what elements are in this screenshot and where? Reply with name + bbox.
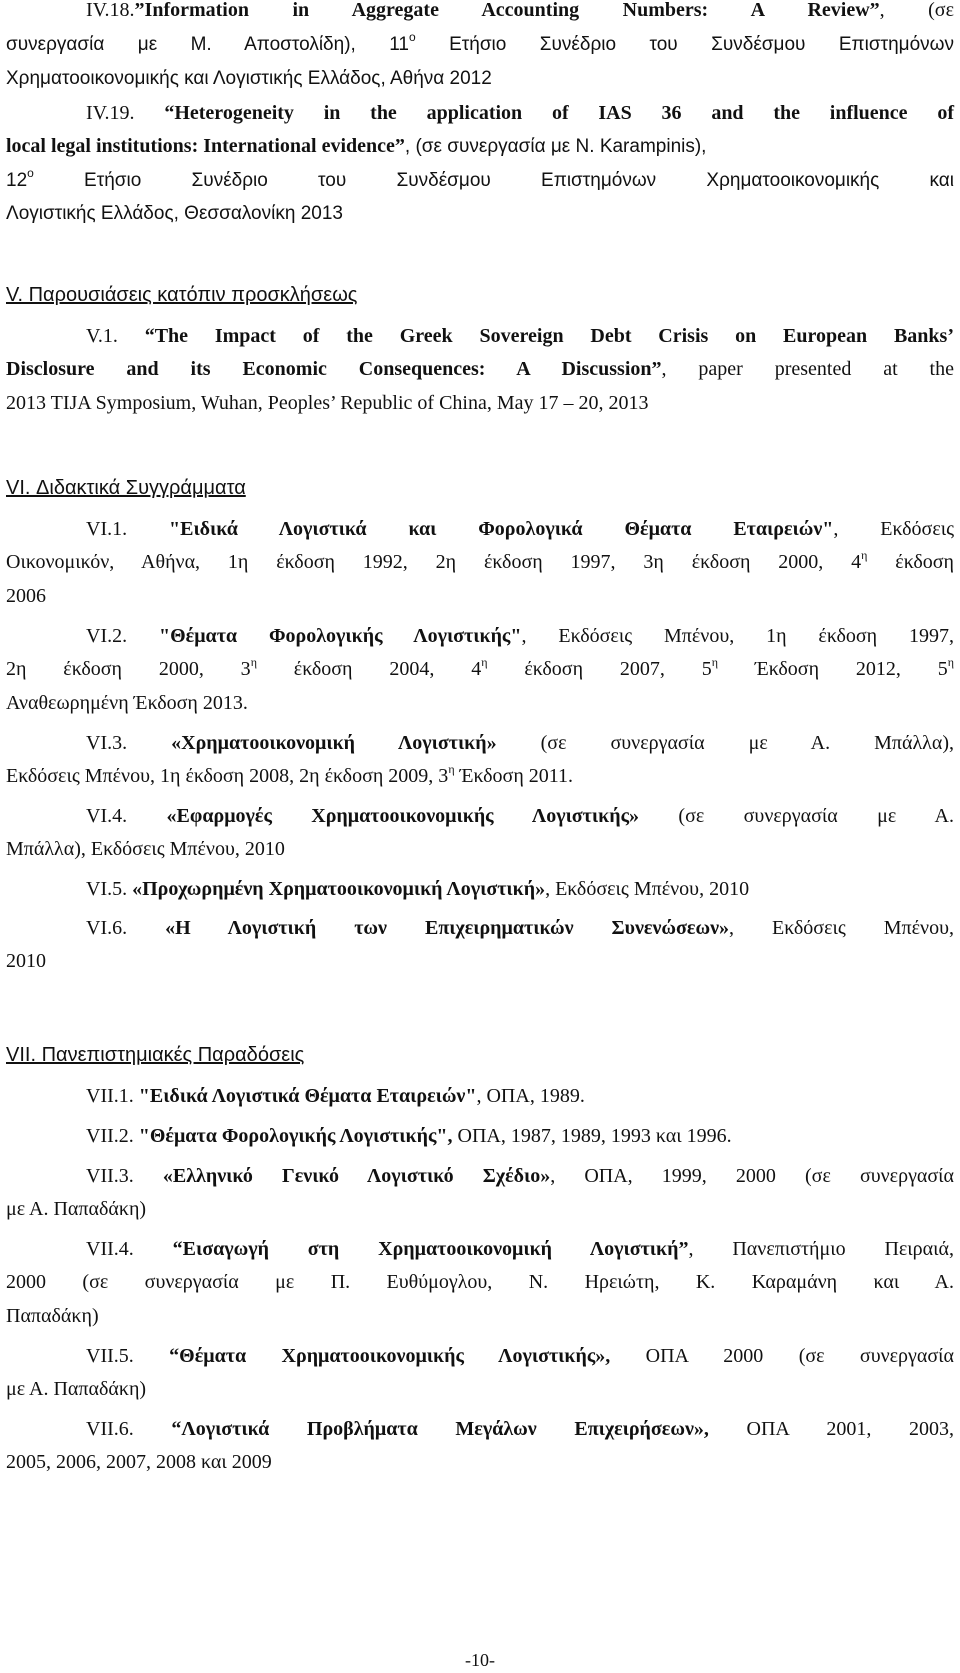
- entry-title: «Προχωρημένη Χρηματοοικονομική Λογιστική»: [132, 878, 546, 900]
- entry-number: VI.6.: [86, 917, 128, 939]
- entry-title: “Λογιστικά Προβλήματα Μεγάλων Επιχειρήσεων»,: [171, 1418, 709, 1440]
- section-heading-vii: VII. Πανεπιστημιακές Παραδόσεις: [6, 1044, 305, 1066]
- entry-vii-4: VII.4. “Εισαγωγή στη Χρηματοοικονομική Λογιστική”, Πανεπιστήμιο Πειραιά,: [86, 1238, 954, 1260]
- entry-vi-1: VI.1. "Ειδικά Λογιστικά και Φορολογικά Θέματα Εταιρειών", Εκδόσεις: [86, 518, 955, 540]
- entry-vi-6: VI.6. «Η Λογιστική των Επιχειρηματικών Συνενώσεων», Εκδόσεις Μπένου,: [86, 917, 954, 939]
- entry-title: “Εισαγωγή στη Χρηματοοικονομική Λογιστική”: [172, 1238, 689, 1260]
- entry-title: "Ειδικά Λογιστικά και Φορολογικά Θέματα Εταιρειών": [169, 518, 834, 540]
- entry-vi-5: VI.5. «Προχωρημένη Χρηματοοικονομική Λογιστική», Εκδόσεις Μπένου, 2010: [86, 878, 750, 900]
- entry-vi-4-cont: Μπάλλα), Εκδόσεις Μπένου, 2010: [6, 838, 285, 860]
- entry-title: "Θέματα Φορολογικής Λογιστικής": [158, 625, 522, 647]
- entry-v-1: [6, 320, 954, 354]
- entry-vii-3: VII.3. «Ελληνικό Γενικό Λογιστικό Σχέδιο», ΟΠΑ, 1999, 2000 (σε συνεργασία: [86, 1165, 955, 1187]
- entry-title: «Χρηματοοικονομική Λογιστική»: [171, 732, 497, 754]
- entry-vii-4-cont: 2000 (σε συνεργασία με Π. Ευθύμογλου, Ν. Ηρειώτη, Κ. Καραμάνη και Α. Παπαδάκη): [6, 1271, 954, 1327]
- entry-vii-6: VII.6. “Λογιστικά Προβλήματα Μεγάλων Επιχειρήσεων», ΟΠΑ 2001, 2003,: [86, 1418, 954, 1440]
- entry-iv-18-cont: συνεργασία με Μ. Αποστολίδη), $11^o$ Ετήσιο Συνέδριο του Συνδέσμου Επιστημόνων Χρηματοοικονομικής και Λογιστικής Ελλάδος, Αθήνα 2012: [6, 30, 955, 89]
- entry-number: VI.1.: [86, 518, 128, 540]
- entry-vi-2: VI.2. "Θέματα Φορολογικής Λογιστικής", Εκδόσεις Μπένου, 1η έκδοση 1997,: [86, 625, 954, 647]
- entry-vii-1: VII.1. "Ειδικά Λογιστικά Θέματα Εταιρειών", ΟΠΑ, 1989.: [86, 1085, 585, 1107]
- entry-title: “Heterogeneity in the application of IAS 36 and the influence of: [164, 102, 955, 124]
- entry-v-1-cont: Disclosure and its Economic Consequences: A Discussion”, paper presented at the 2013 TIJA Symposium, Wuhan, Peoples’ Republic of China, May 17 – 20, 2013: [6, 358, 954, 414]
- entry-number: VII.6.: [86, 1418, 134, 1440]
- entry-number: VI.2.: [86, 625, 128, 647]
- entry-vi-4: VI.4. «Εφαρμογές Χρηματοοικονομικής Λογιστικής» (σε συνεργασία με Α.: [86, 805, 954, 827]
- entry-number: IV.19.: [86, 102, 135, 124]
- entry-title: ”Information in Aggregate Accounting Numbers: A Review”: [134, 0, 880, 21]
- entry-number: VII.2.: [86, 1125, 134, 1147]
- entry-vii-3-cont: με Α. Παπαδάκη): [6, 1198, 147, 1220]
- entry-vi-3-cont: Εκδόσεις Μπένου, 1η έκδοση 2008, 2η έκδοση 2009, $3^\eta$ Έκδοση 2011.: [6, 762, 574, 787]
- section-heading-vi: VI. Διδακτικά Συγγράμματα: [6, 477, 246, 499]
- entry-number: IV.18.: [86, 0, 135, 21]
- entry-vii-2: VII.2. "Θέματα Φορολογικής Λογιστικής", ΟΠΑ, 1987, 1989, 1993 και 1996.: [86, 1125, 732, 1147]
- entry-number: VII.1.: [86, 1085, 134, 1107]
- page-number: -10-: [465, 1650, 495, 1670]
- entry-number: VI.4.: [86, 805, 128, 827]
- section-heading-v: V. Παρουσιάσεις κατόπιν προσκλήσεως: [6, 284, 358, 306]
- entry-vii-5-cont: με Α. Παπαδάκη): [6, 1378, 147, 1400]
- entry-title: «Εφαρμογές Χρηματοοικονομικής Λογιστικής»: [166, 805, 639, 827]
- entry-title: "Θέματα Φορολογικής Λογιστικής",: [138, 1125, 453, 1147]
- entry-number: VII.4.: [86, 1238, 134, 1260]
- entry-number: VII.3.: [86, 1165, 134, 1187]
- entry-iv-18: IV.18.”Information in Aggregate Accounting Numbers: A Review”, (σε: [86, 0, 954, 21]
- entry-vi-2-cont: 2η έκδοση 2000, $3^\eta$ έκδοση 2004, $4^\eta$ έκδοση 2007, $5^\eta$ Έκδοση 2012, $5^\eta$ Αναθεωρημένη Έκδοση 2013.: [6, 655, 954, 714]
- entry-iv-19: [6, 97, 954, 131]
- entry-title: “Θέματα Χρηματοοικονομικής Λογιστικής»,: [169, 1345, 611, 1367]
- entry-title: «Ελληνικό Γενικό Λογιστικό Σχέδιο»: [162, 1165, 551, 1187]
- entry-number: VI.3.: [86, 732, 128, 754]
- entry-iv-19-cont: local legal institutions: International evidence”, (σε συνεργασία με N. Karampinis), $12^o$ Ετήσιο Συνέδριο του Συνδέσμου Επιστημόνων Χρηματοοικονομικής και Λογιστικής Ελλάδος, Θεσσαλονίκη 2013: [6, 135, 954, 224]
- entry-vi-3: VI.3. «Χρηματοοικονομική Λογιστική» (σε συνεργασία με Α. Μπάλλα),: [86, 732, 954, 754]
- entry-title: «Η Λογιστική των Επιχειρηματικών Συνενώσεων»: [165, 917, 730, 939]
- entry-number: VII.5.: [86, 1345, 134, 1367]
- entry-vi-6-cont: 2010: [6, 950, 46, 972]
- entry-number: V.1.: [86, 325, 118, 347]
- entry-title: “The Impact of the Greek Sovereign Debt Crisis on European Banks’: [144, 325, 954, 347]
- entry-vii-6-cont: 2005, 2006, 2007, 2008 και 2009: [6, 1451, 272, 1473]
- entry-title: "Ειδικά Λογιστικά Θέματα Εταιρειών": [138, 1085, 477, 1107]
- entry-vii-5: VII.5. “Θέματα Χρηματοοικονομικής Λογιστικής», ΟΠΑ 2000 (σε συνεργασία: [86, 1345, 954, 1367]
- entry-vi-1-cont: Οικονομικόν, Αθήνα, 1η έκδοση 1992, 2η έκδοση 1997, 3η έκδοση 2000, $4^\eta$ έκδοση 2006: [6, 548, 955, 607]
- entry-number: VI.5.: [86, 878, 128, 900]
